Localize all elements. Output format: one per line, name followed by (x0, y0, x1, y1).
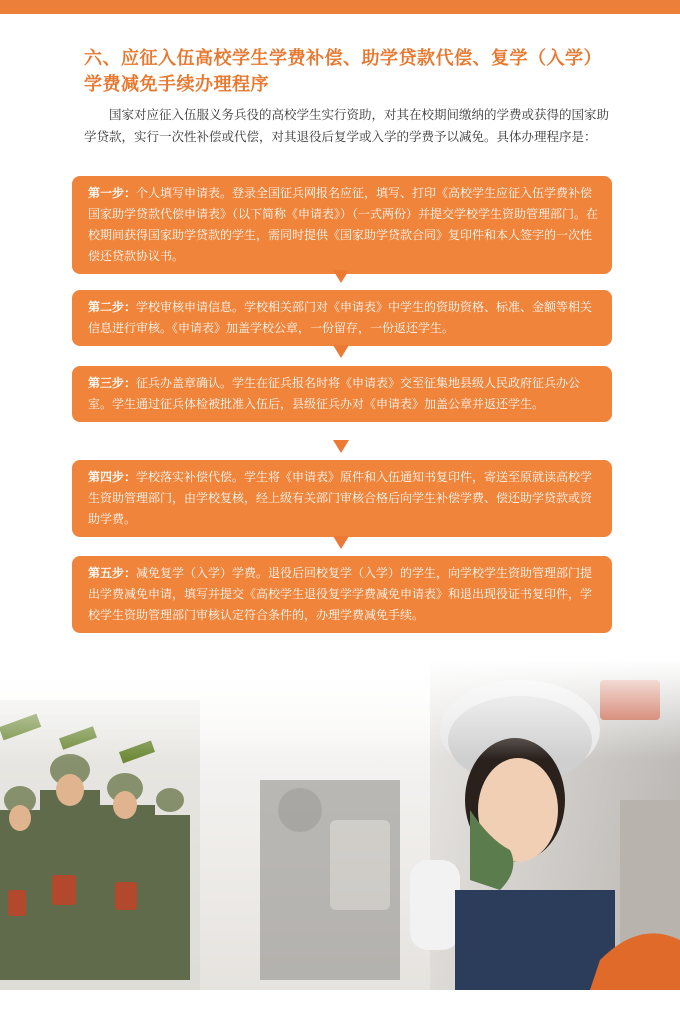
step-1-box (72, 176, 612, 274)
step-4-box (72, 460, 612, 537)
step-2-text: 学校审核申请信息。学校相关部门对《申请表》中学生的资助资格、标准、金额等相关信息进行审核。《申请表》加盖学校公章，一份留存，一份返还学生。 (88, 300, 593, 335)
photo-collage (0, 660, 680, 990)
arrow-down-icon (333, 536, 349, 549)
intro-paragraph: 国家对应征入伍服义务兵役的高校学生实行资助，对其在校期间缴纳的学费或获得的国家助学贷款，实行一次性补偿或代偿，对其退役后复学或入学的学费予以减免。具体办理程序是： (84, 107, 610, 144)
step-2-box (72, 290, 612, 346)
bottom-margin (0, 990, 680, 1018)
step-4-label: 第四步： (88, 470, 137, 484)
top-color-band (0, 0, 680, 14)
step-3-text: 征兵办盖章确认。学生在征兵报名时将《申请表》交至征集地县级人民政府征兵办公室。学生通过征兵体检被批准入伍后，县级征兵办对《申请表》加盖公章并返还学生。 (88, 376, 581, 411)
step-2-label: 第二步： (88, 300, 137, 314)
military-photo-illustration (0, 660, 680, 990)
step-1-label: 第一步： (88, 186, 137, 200)
step-5-text: 减免复学（入学）学费。退役后回校复学（入学）的学生，向学校学生资助管理部门提出学费减免申请，填写并提交《高校学生退役复学学费减免申请表》和退出现役证书复印件，学校学生资助管理部门审核认定符合条件的，办理学费减免手续。 (88, 566, 593, 622)
arrow-down-icon (333, 270, 349, 283)
arrow-down-icon (333, 440, 349, 453)
page-title: 六、应征入伍高校学生学费补偿、助学贷款代偿、复学（入学）学费减免手续办理程序 (84, 48, 602, 95)
step-3-box (72, 366, 612, 422)
step-3-label: 第三步： (88, 376, 137, 390)
arrow-down-icon (333, 345, 349, 358)
step-1-text: 个人填写申请表。登录全国征兵网报名应征，填写、打印《高校学生应征入伍学费补偿国家助学贷款代偿申请表》（以下简称《申请表》）（一式两份）并提交学校学生资助管理部门。在校期间获得国家助学贷款的学生，需同时提供《国家助学贷款合同》复印件和本人签字的一次性偿还贷款协议书。 (88, 186, 599, 263)
step-5-label: 第五步： (88, 566, 137, 580)
step-5-box (72, 556, 612, 633)
step-4-text: 学校落实补偿代偿。学生将《申请表》原件和入伍通知书复印件，寄送至原就读高校学生资助管理部门，由学校复核，经上级有关部门审核合格后向学生补偿学费、偿还助学贷款或资助学费。 (88, 470, 593, 526)
